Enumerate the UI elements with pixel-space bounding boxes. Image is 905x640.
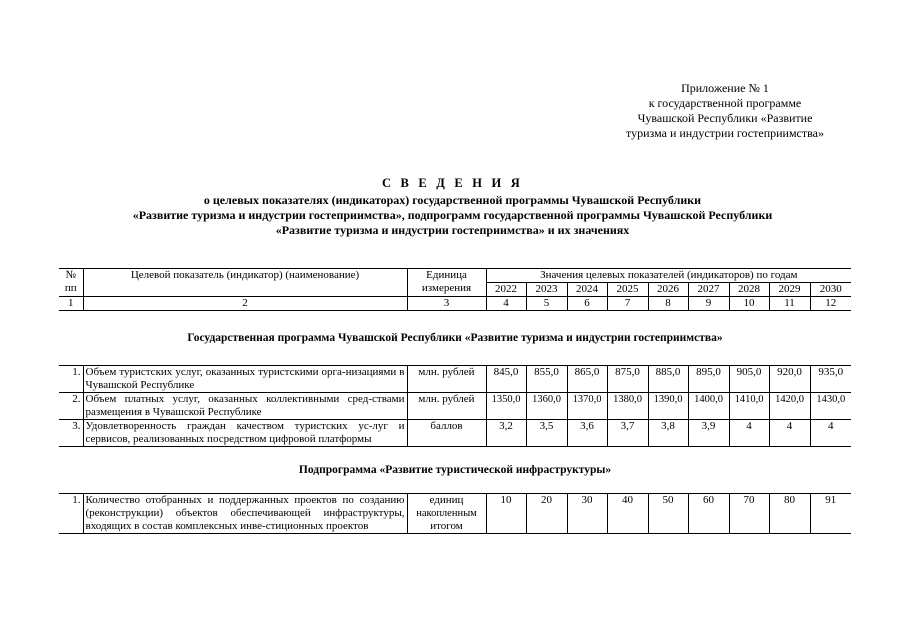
row-number: 2. [59,393,83,420]
column-numbers-row [59,297,851,311]
row-value: 60 [688,494,729,534]
column-number: 8 [648,297,688,311]
row-value: 91 [810,494,851,534]
row-value: 1350,0 [486,393,526,420]
column-number: 7 [607,297,648,311]
row-value: 70 [729,494,769,534]
row-value: 1370,0 [567,393,607,420]
row-value: 905,0 [729,366,769,393]
appendix-line: к государственной программе [648,96,802,110]
row-number: 1. [59,494,83,534]
indicators-table [59,268,851,534]
column-number: 11 [769,297,810,311]
row-value: 30 [567,494,607,534]
row-value: 4 [729,420,769,447]
appendix-line: туризма и индустрии гостеприимства» [626,126,824,140]
row-value: 895,0 [688,366,729,393]
table-header-row [59,269,851,283]
table-row [59,420,851,447]
header-year: 2029 [769,283,810,297]
section-heading-row [59,311,851,366]
header-year: 2030 [810,283,851,297]
row-indicator: Объем туристских услуг, оказанных туристскими орга-низациями в Чувашской Республике [83,366,407,393]
appendix-line: Приложение № 1 [681,81,769,95]
row-value: 1430,0 [810,393,851,420]
row-value: 920,0 [769,366,810,393]
row-value: 3,2 [486,420,526,447]
row-value: 3,6 [567,420,607,447]
document-subtitle-line: о целевых показателях (индикаторах) государственной программы Чувашской Республики [203,193,702,207]
row-value: 1360,0 [526,393,567,420]
section-title: Государственная программа Чувашской Республики «Развитие туризма и индустрии гостеприимства» [187,331,723,344]
row-value: 865,0 [567,366,607,393]
row-value: 855,0 [526,366,567,393]
row-value: 845,0 [486,366,526,393]
row-unit: млн. рублей [407,366,486,393]
document-heading [0,176,905,238]
row-unit: баллов [407,420,486,447]
row-value: 935,0 [810,366,851,393]
header-unit [407,269,486,297]
row-value: 20 [526,494,567,534]
header-year: 2028 [729,283,769,297]
row-value: 1390,0 [648,393,688,420]
column-number: 10 [729,297,769,311]
row-value: 1400,0 [688,393,729,420]
column-number: 4 [486,297,526,311]
row-value: 4 [810,420,851,447]
header-unit-line: Единица [426,269,467,281]
column-number: 9 [688,297,729,311]
row-value: 3,5 [526,420,567,447]
column-number: 3 [407,297,486,311]
column-number: 5 [526,297,567,311]
section-heading-row [59,447,851,494]
row-value: 885,0 [648,366,688,393]
header-year: 2023 [526,283,567,297]
row-unit-line: накопленным [416,508,477,519]
document-subtitle-line: «Развитие туризма и индустрии гостеприимства» и их значениях [275,223,630,237]
appendix-note [560,81,890,141]
row-value: 1380,0 [607,393,648,420]
header-year: 2025 [607,283,648,297]
row-value: 50 [648,494,688,534]
row-value: 1420,0 [769,393,810,420]
row-unit-line: итогом [430,520,463,532]
column-number: 1 [59,297,83,311]
row-value: 3,8 [648,420,688,447]
row-value: 10 [486,494,526,534]
column-number: 6 [567,297,607,311]
row-indicator: Объем платных услуг, оказанных коллективными сред-ствами размещения в Чувашской Республике [83,393,407,420]
header-year: 2027 [688,283,729,297]
header-year: 2022 [486,283,526,297]
row-value: 3,7 [607,420,648,447]
header-num [59,269,83,297]
row-number: 1. [59,366,83,393]
header-values-group: Значения целевых показателей (индикаторов) по годам [486,269,851,283]
header-indicator: Целевой показатель (индикатор) (наименование) [83,269,407,297]
header-unit-line: измерения [421,282,472,294]
header-num-line: № [65,269,76,281]
row-value: 4 [769,420,810,447]
row-unit [407,494,486,534]
header-num-line: пп [64,282,77,294]
document-subtitle-line: «Развитие туризма и индустрии гостеприимства», подпрограмм государственной программы Чувашской Республики [132,208,773,222]
section-title: Подпрограмма «Развитие туристической инфраструктуры» [298,463,612,476]
row-indicator: Количество отобранных и поддержанных проектов по созданию (реконструкции) объектов обеспечивающей инфраструктуры, входящих в состав комплексных инве-стиционных проектов [83,494,407,534]
table-row [59,393,851,420]
appendix-line: Чувашской Республики «Развитие [637,111,813,125]
row-value: 80 [769,494,810,534]
row-value: 1410,0 [729,393,769,420]
row-value: 875,0 [607,366,648,393]
row-unit-line: единиц [429,494,464,506]
table-row [59,366,851,393]
row-unit: млн. рублей [407,393,486,420]
row-indicator: Удовлетворенность граждан качеством туристских ус-луг и сервисов, реализованных посредством цифровой платформы [83,420,407,447]
document-title: С В Е Д Е Н И Я [382,176,523,190]
header-year: 2026 [648,283,688,297]
row-number: 3. [59,420,83,447]
row-value: 3,9 [688,420,729,447]
column-number: 2 [83,297,407,311]
header-year: 2024 [567,283,607,297]
table-row [59,494,851,534]
row-value: 40 [607,494,648,534]
column-number: 12 [810,297,851,311]
